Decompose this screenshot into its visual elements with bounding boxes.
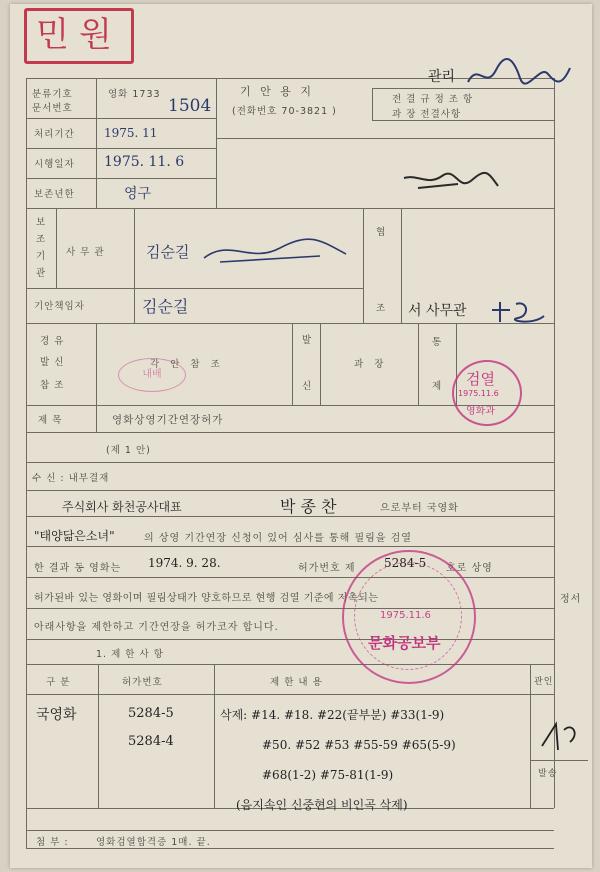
notify-char-1: 통 — [432, 337, 443, 348]
docnum-handwritten: 1504 — [168, 96, 212, 116]
top-right-note: 관리 — [428, 69, 456, 85]
draft-number: (제 1 안) — [106, 445, 151, 456]
clean-copy-label: 정서 — [560, 594, 582, 605]
col-seal: 관인 — [534, 677, 554, 687]
recipient: 수 신 : 내부결재 — [32, 473, 110, 484]
each-ref: 각 안 참 조 — [150, 359, 224, 370]
processing-label: 처리기간 — [34, 129, 75, 140]
processing-value: 1975. 11 — [104, 126, 158, 140]
content-line-1: 삭제: #14. #18. #22(끝부분) #33(1-9) — [220, 708, 445, 722]
issue-label: 발송 — [538, 769, 558, 779]
seal-column-mark — [536, 716, 584, 756]
cooperation-label: 협 — [376, 227, 387, 238]
restriction-title: 1. 제 한 사 항 — [96, 649, 164, 660]
to-label: 발 신 — [40, 357, 65, 368]
attachment-value: 영화검열합격증 1매. 끝. — [96, 837, 211, 848]
body-company: 주식회사 화천공사대표 — [62, 500, 182, 514]
phone-label: (전화번호 70-3821 ) — [232, 106, 337, 117]
approval-date: 1974. 9. 28. — [148, 556, 221, 570]
secretary-label: 서 사무관 — [408, 303, 467, 319]
content-line-3: #68(1-2) #75-81(1-9) — [262, 768, 394, 782]
restriction-note: (음지속인 신중현의 비인곡 삭제) — [236, 798, 408, 812]
preserve-value: 영구 — [124, 186, 152, 202]
ref-label: 참 조 — [40, 380, 65, 391]
manager-signature — [398, 166, 502, 202]
inspection-seal: 검열 1975.11.6 영화과 — [452, 360, 522, 426]
top-signature — [464, 56, 574, 96]
faint-receipt-seal: 내배 — [118, 358, 186, 392]
manager-authority: 과 장 전결사항 — [392, 109, 462, 120]
ministry-official-seal: 1975.11.6 문화공보부 — [342, 550, 476, 684]
col-permit: 허가번호 — [122, 677, 163, 688]
subject-value: 영화상영기간연장허가 — [112, 414, 224, 426]
manager-label: 과 장 — [354, 359, 388, 370]
notify-char-2: 제 — [432, 381, 443, 392]
enforce-label: 시행일자 — [34, 159, 75, 170]
assist-side-label: 보 조 기 관 — [36, 217, 47, 279]
body-line1-tail: 으로부터 국영화 — [380, 503, 459, 514]
subject-label: 제 목 — [38, 415, 63, 426]
send-char-2: 신 — [302, 381, 313, 392]
classification-label: 분류기호 — [32, 89, 73, 100]
office-signature — [200, 234, 350, 270]
body-line3-head: 한 결과 동 영화는 — [34, 563, 122, 574]
enforce-value: 1975. 11. 6 — [104, 154, 185, 170]
responsible-label: 기안책임자 — [34, 301, 85, 312]
permit-number: 5284-5 — [384, 556, 427, 570]
attachment-label: 첨 부 : — [36, 837, 69, 848]
form-title: 기 안 용 지 — [240, 85, 314, 98]
body-line5: 아래사항을 제한하고 기간연장을 허가코자 합니다. — [34, 622, 279, 633]
body-line3-tail: 호로 상영 — [446, 563, 493, 574]
docnum-label: 문서번호 — [32, 103, 73, 114]
preserve-label: 보존년한 — [34, 189, 75, 200]
col-category: 구 분 — [46, 677, 71, 688]
movie-title: "태양닮은소녀" — [34, 529, 115, 543]
body-rep-name: 박 종 찬 — [280, 497, 337, 516]
classification-value: 영화 1733 — [108, 89, 161, 100]
secretary-signature — [488, 296, 550, 332]
office-value: 김순길 — [146, 243, 190, 261]
responsible-value: 김순길 — [142, 297, 189, 316]
via-label: 경 유 — [40, 336, 65, 347]
body-line2: 의 상영 기간연장 신청이 있어 심사를 통해 필림을 검열 — [144, 533, 412, 544]
body-line4: 허가된바 있는 영화이며 필림상태가 양호하므로 현행 검열 기준에 저촉되는 — [34, 593, 379, 604]
body-line3-mid: 허가번호 제 — [298, 563, 356, 574]
send-char-1: 발 — [302, 335, 313, 346]
civil-petition-stamp: 민원 — [24, 8, 134, 64]
permit-value-2: 5284-4 — [128, 734, 174, 749]
cooperation-label-2: 조 — [376, 303, 387, 314]
rule-clause: 전 결 규 정 조 항 — [392, 94, 474, 105]
category-value: 국영화 — [36, 707, 77, 723]
content-line-2: #50. #52 #53 #55-59 #65(5-9) — [262, 738, 456, 752]
permit-value-1: 5284-5 — [128, 706, 174, 721]
col-content: 제 한 내 용 — [270, 677, 323, 688]
office-label: 사 무 관 — [66, 247, 105, 258]
